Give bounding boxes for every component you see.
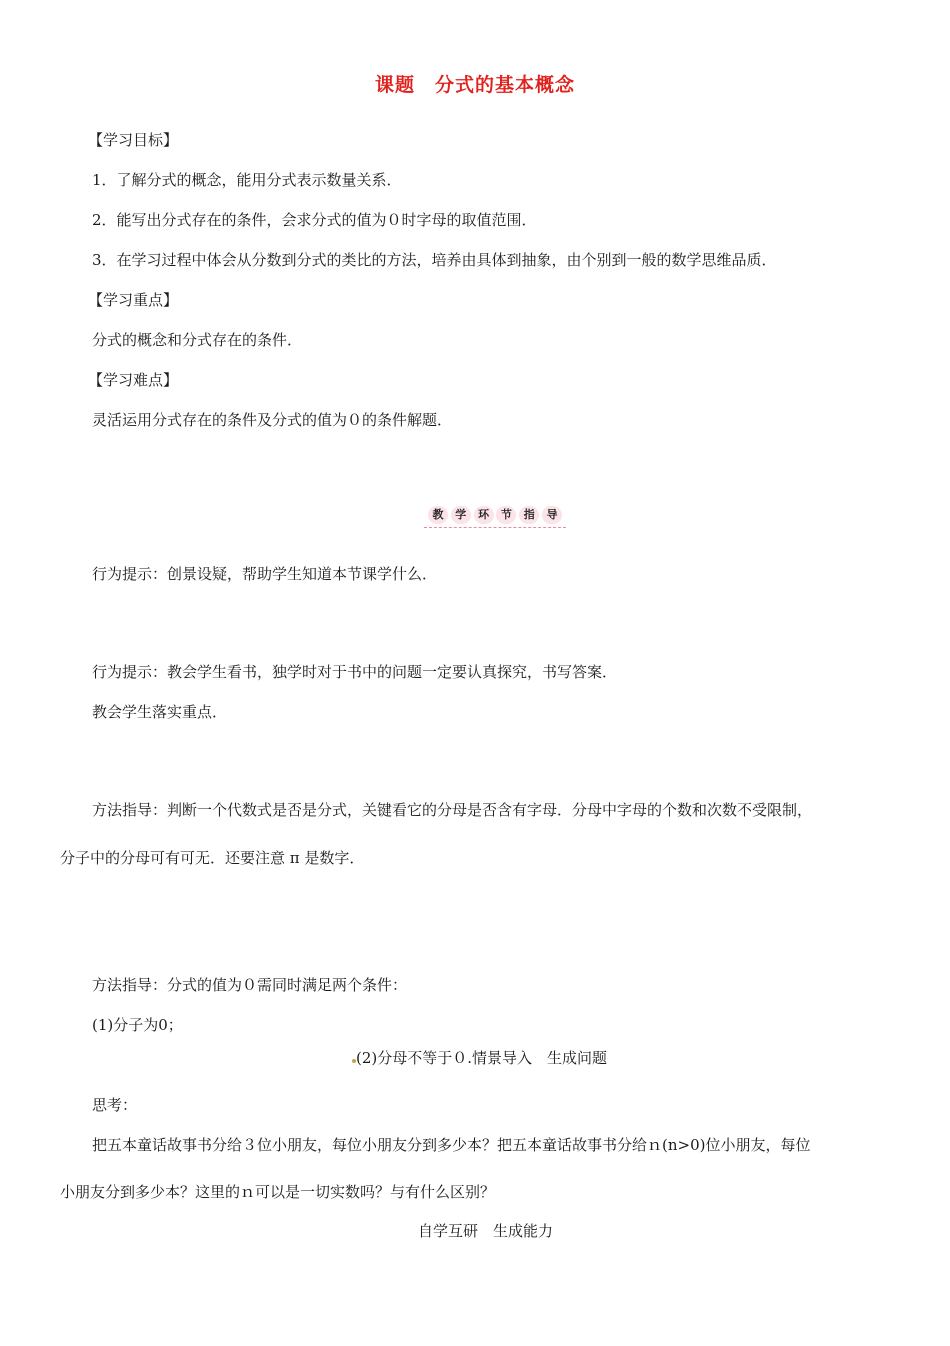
- badge-char: 节: [496, 506, 516, 524]
- behavior-hint-2: 行为提示：教会学生看书，独学时对于书中的问题一定要认真探究，书写答案．: [92, 663, 618, 681]
- method-guide-2-condition-1: (1)分子为0；: [92, 1016, 183, 1034]
- method-guide-2-condition-2: (2)分母不等于０.情景导入 生成问题: [356, 1049, 608, 1067]
- difficulties-heading: 【学习难点】: [88, 371, 179, 389]
- badge-char: 学: [451, 506, 471, 524]
- teaching-guide-badge: [424, 505, 566, 529]
- objective-item-3: 3．在学习过程中体会从分数到分式的类比的方法，培养由具体到抽象，由个别到一般的数学思维品质．: [92, 251, 777, 269]
- thinking-label: 思考：: [92, 1096, 138, 1114]
- objectives-heading: 【学习目标】: [88, 131, 179, 149]
- method-guide-1-line-2: 分子中的分母可有可无．还要注意 π 是数字．: [60, 849, 365, 867]
- objective-item-1: 1．了解分式的概念，能用分式表示数量关系．: [92, 171, 402, 189]
- section-heading: 自学互研 生成能力: [418, 1222, 554, 1240]
- badge-char: 指: [519, 506, 539, 524]
- thinking-line-1: 把五本童话故事书分给３位小朋友，每位小朋友分到多少本？把五本童话故事书分给ｎ(n>0)位小朋友，每位: [92, 1136, 811, 1154]
- badge-char: 教: [428, 506, 448, 524]
- objective-item-2: 2．能写出分式存在的条件，会求分式的值为０时字母的取值范围．: [92, 211, 537, 229]
- method-guide-2-line-1: 方法指导：分式的值为０需同时满足两个条件：: [92, 976, 408, 994]
- badge-char: 环: [474, 506, 494, 524]
- behavior-hint-1: 行为提示：创景设疑，帮助学生知道本节课学什么．: [92, 565, 438, 583]
- thinking-line-2: 小朋友分到多少本？这里的ｎ可以是一切实数吗？与有什么区别？: [60, 1183, 496, 1201]
- key-points-heading: 【学习重点】: [88, 291, 179, 309]
- behavior-hint-3: 教会学生落实重点．: [92, 703, 228, 721]
- badge-char: 导: [542, 506, 562, 524]
- difficulties-text: 灵活运用分式存在的条件及分式的值为０的条件解题．: [92, 411, 453, 429]
- method-guide-1-line-1: 方法指导：判断一个代数式是否是分式，关键看它的分母是否含有字母．分母中字母的个数和次数不受限制，: [92, 801, 813, 819]
- badge-underline: [424, 527, 566, 528]
- page-title: 课题 分式的基本概念: [374, 74, 575, 96]
- key-points-text: 分式的概念和分式存在的条件．: [92, 331, 303, 349]
